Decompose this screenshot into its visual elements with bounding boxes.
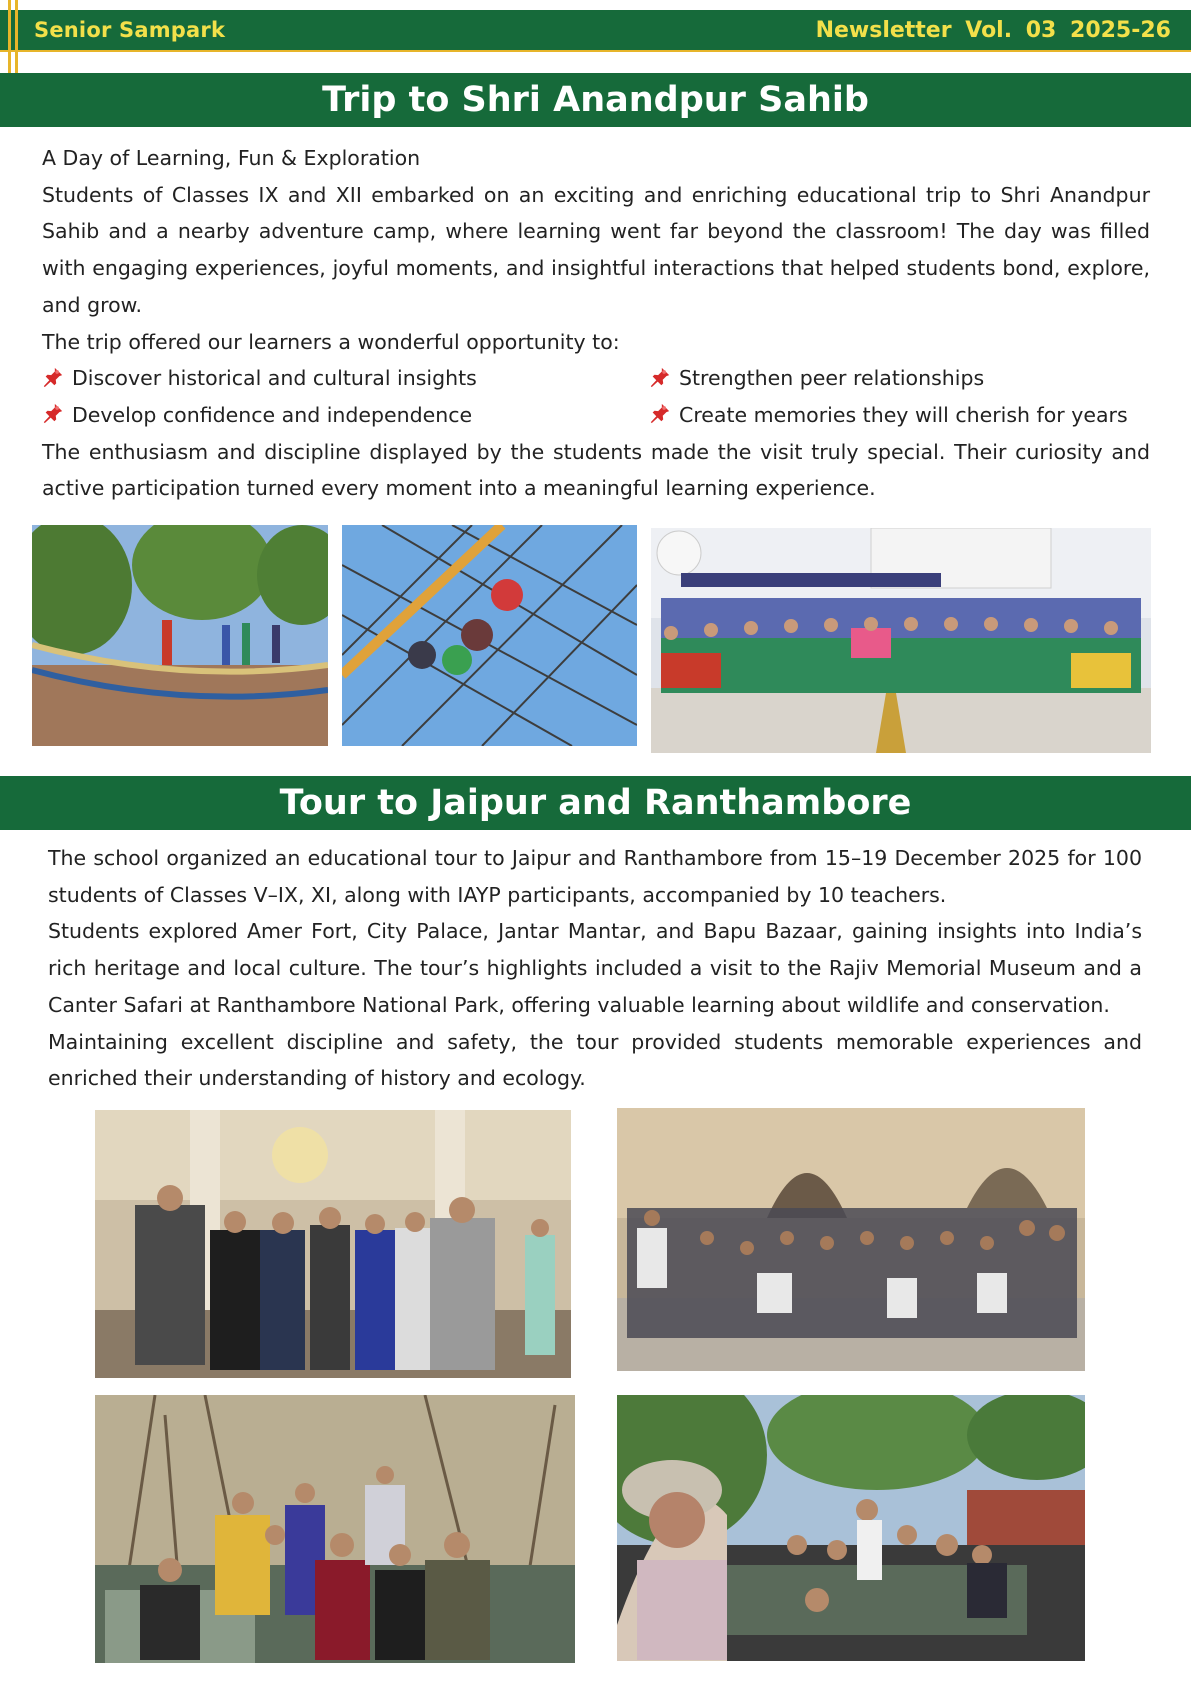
- decorative-line: [8, 0, 11, 78]
- newsletter-issue: Newsletter Vol. 03 2025-26: [815, 18, 1171, 43]
- section-title: Trip to Shri Anandpur Sahib: [322, 80, 869, 120]
- list-item: [649, 397, 1150, 434]
- decorative-line: [0, 50, 1191, 52]
- section-title: Tour to Jaipur and Ranthambore: [279, 783, 912, 823]
- photo-climbing-net: [342, 525, 637, 746]
- photo-safari-group: [95, 1395, 575, 1663]
- bullet-text: Develop confidence and independence: [72, 402, 473, 427]
- newsletter-brand: Senior Sampark: [34, 18, 226, 42]
- list-item: [42, 360, 649, 397]
- photo-group-gurudwara: [651, 528, 1151, 753]
- article-closing: The enthusiasm and discipline displayed by the students made the visit truly special. Their curiosity and active participation turned every moment into a meaningful learning experience.: [42, 439, 1150, 501]
- bullet-text: Discover historical and cultural insights: [72, 366, 477, 391]
- article-intro: Students of Classes IX and XII embarked on an exciting and enriching educational trip to Shri Anandpur Sahib and a nearby adventure camp, where learning went far beyond the classroom! The day was filled with engaging experiences, joyful moments, and insightful interactions that helped students bond, explore, and grow.: [42, 182, 1150, 317]
- pushpin-icon: [42, 402, 64, 424]
- jaipur-article: [48, 840, 1142, 1097]
- decorative-line: [15, 0, 18, 78]
- photo-rope-bridge: [32, 525, 328, 746]
- pushpin-icon: [649, 402, 671, 424]
- anandpur-article: [42, 140, 1150, 507]
- photo-museum-group: [95, 1110, 571, 1378]
- list-item: [42, 397, 649, 434]
- article-subtitle: A Day of Learning, Fun & Exploration: [42, 146, 421, 170]
- bullet-text: Strengthen peer relationships: [679, 366, 985, 391]
- photo-canter-safari: [617, 1395, 1085, 1661]
- bullet-text: Create memories they will cherish for years: [679, 402, 1128, 427]
- article-lead: The trip offered our learners a wonderful opportunity to:: [42, 329, 620, 354]
- article-paragraph: Students explored Amer Fort, City Palace, Jantar Mantar, and Bapu Bazaar, gaining insights into India’s rich heritage and local culture. The tour’s highlights included a visit to the Rajiv Memorial Museum and a Canter Safari at Ranthambore National Park, offering valuable learning about wildlife and conservation.: [48, 919, 1142, 1017]
- list-item: [649, 360, 1150, 397]
- article-paragraph: The school organized an educational tour to Jaipur and Ranthambore from 15–19 December 2025 for 100 students of Classes V–IX, XI, along with IAYP participants, accompanied by 10 teachers.: [48, 846, 1142, 907]
- section-banner-anandpur: [0, 73, 1191, 127]
- article-paragraph: Maintaining excellent discipline and safety, the tour provided students memorable experiences and enriched their understanding of history and ecology.: [48, 1029, 1142, 1091]
- newsletter-header: [0, 10, 1191, 52]
- section-banner-jaipur: [0, 776, 1191, 830]
- pushpin-icon: [42, 366, 64, 388]
- pushpin-icon: [649, 366, 671, 388]
- photo-fort-group: [617, 1108, 1085, 1371]
- bullet-list: [42, 360, 1150, 433]
